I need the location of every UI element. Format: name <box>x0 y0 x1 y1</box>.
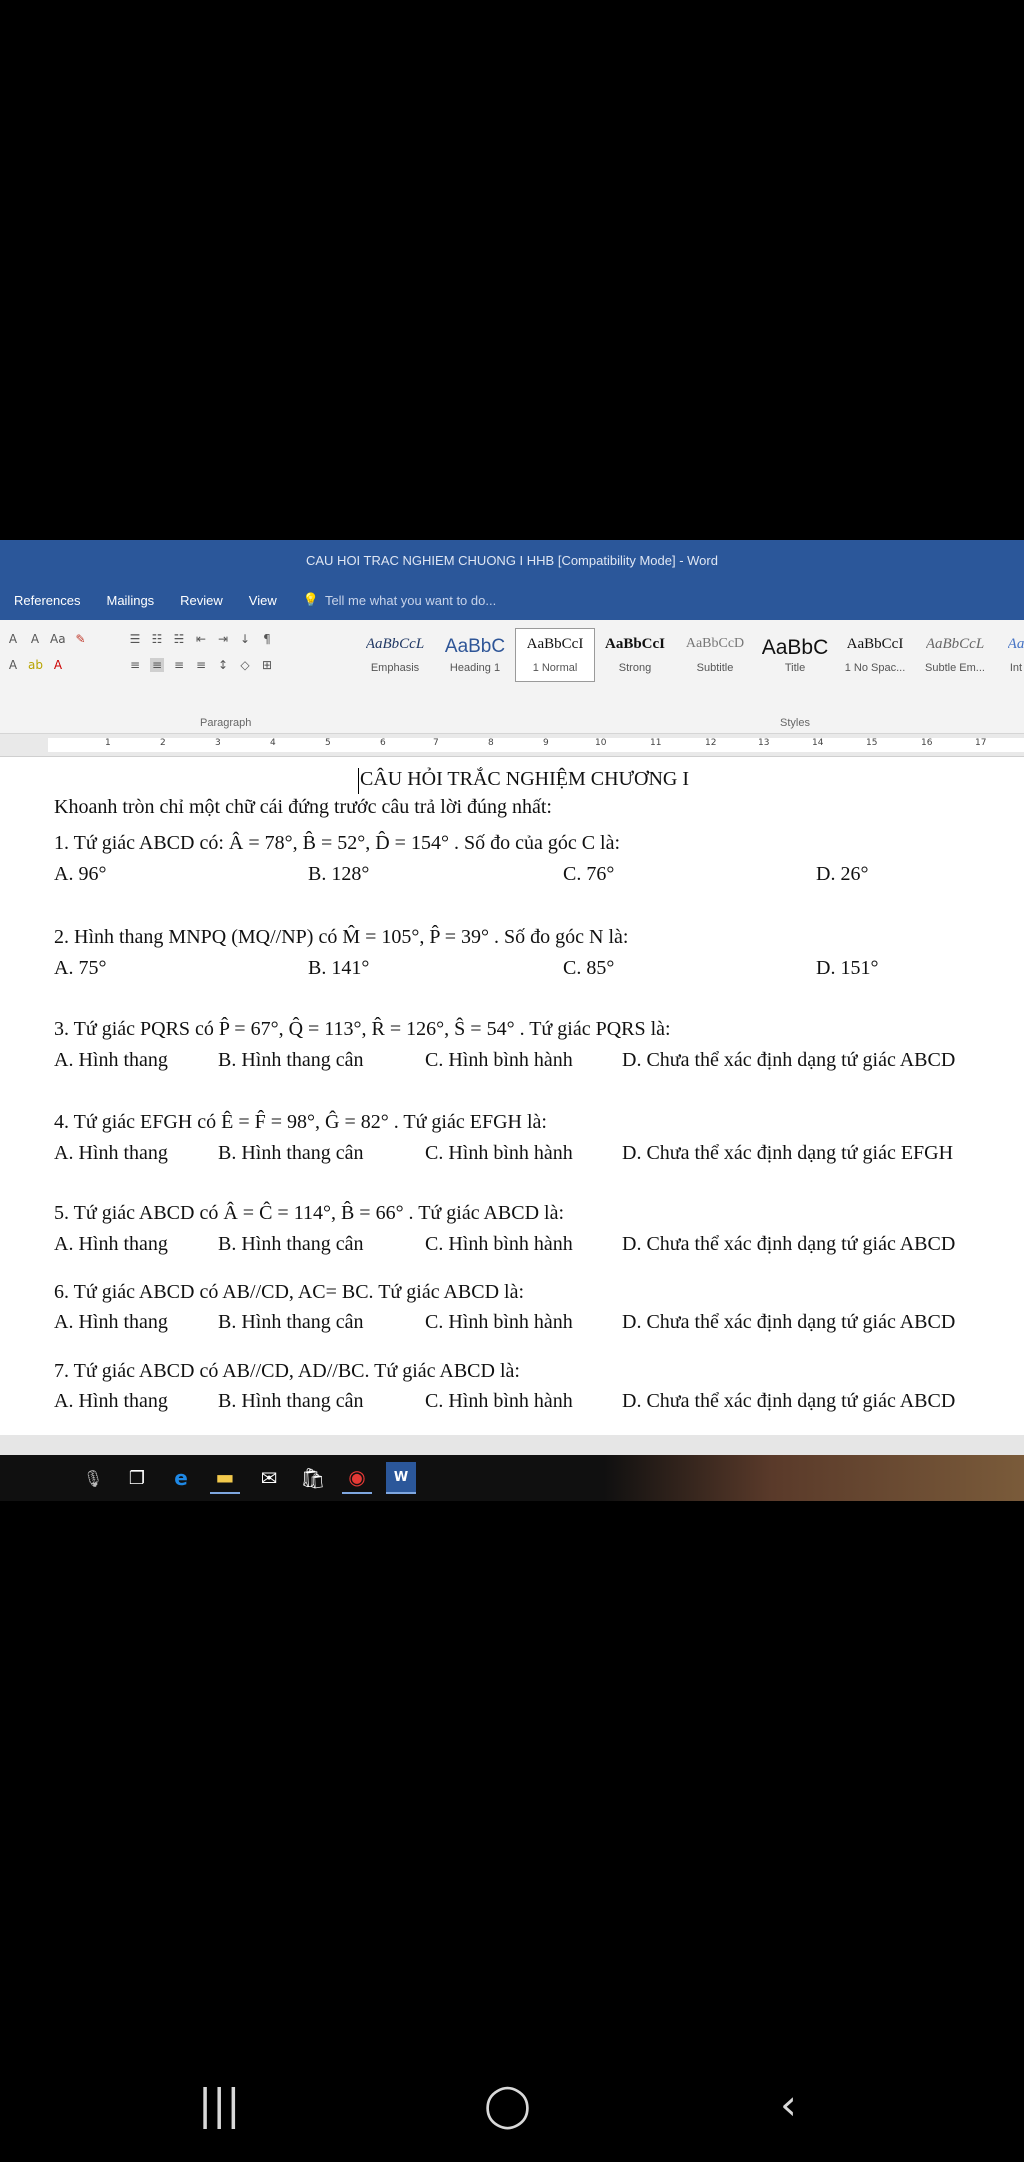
styles-gallery <box>355 628 1024 682</box>
ribbon-tabs <box>0 580 1024 620</box>
lightbulb-icon: 💡 <box>302 592 319 607</box>
justify-icon[interactable]: ≡ <box>195 658 207 672</box>
paragraph-group <box>128 626 274 678</box>
ruler-number: 8 <box>488 738 494 748</box>
paragraph-label: Paragraph <box>200 717 252 729</box>
style-preview: AaBbCcL <box>925 636 985 652</box>
style-preview: AaBbCcI <box>604 636 665 652</box>
ruler-number: 9 <box>543 738 549 748</box>
style-name: Subtle Em... <box>925 662 985 674</box>
option-c: C. Hình bình hành <box>425 1142 573 1164</box>
style-no-spacing[interactable] <box>835 628 915 682</box>
ruler-number: 6 <box>380 738 386 748</box>
text-cursor <box>358 768 359 794</box>
ruler-number: 17 <box>975 738 987 748</box>
question-6: 6. Tứ giác ABCD có AB//CD, AC= BC. Tứ giác ABCD là: <box>54 1281 525 1303</box>
style-heading-1[interactable] <box>435 628 515 682</box>
recent-apps-icon[interactable]: ||| <box>198 2080 241 2129</box>
style-subtle-emphasis[interactable] <box>915 628 995 682</box>
style-strong[interactable] <box>595 628 675 682</box>
option-c: C. Hình bình hành <box>425 1233 573 1255</box>
store-icon[interactable]: 🛍 <box>300 1466 326 1490</box>
windows-taskbar <box>0 1455 1024 1501</box>
font-group <box>6 626 88 678</box>
tab-mailings[interactable]: Mailings <box>106 592 155 608</box>
style-emphasis[interactable] <box>355 628 435 682</box>
edge-icon[interactable]: e <box>174 1466 188 1490</box>
style-name: Heading 1 <box>449 662 501 674</box>
option-a: A. Hình thang <box>54 1311 168 1333</box>
question-1: 1. Tứ giác ABCD có: Â = 78°, B̂ = 52°, D̂ = 154° . Số đo của góc C là: <box>54 832 621 854</box>
ruler-number: 11 <box>650 738 662 748</box>
line-spacing-icon[interactable]: ↕ <box>217 658 229 672</box>
option-b: B. Hình thang cân <box>218 1311 364 1333</box>
style-title[interactable] <box>755 628 835 682</box>
style-preview: AaBbC <box>761 636 829 659</box>
style-preview: AaBbC <box>444 636 506 657</box>
ruler-area <box>48 738 1024 752</box>
tell-me-box[interactable] <box>303 592 496 608</box>
style-name: Int <box>1009 662 1023 674</box>
styles-label: Styles <box>780 717 810 729</box>
style-name: Strong <box>618 662 652 674</box>
option-a: A. 75° <box>54 957 107 979</box>
chrome-icon[interactable]: ◉ <box>342 1462 372 1494</box>
pilcrow-icon[interactable]: ¶ <box>263 632 271 646</box>
ruler-number: 10 <box>595 738 607 748</box>
ruler-number: 7 <box>433 738 439 748</box>
ruler-number: 3 <box>215 738 221 748</box>
style-name: Title <box>784 662 806 674</box>
ruler-number: 13 <box>758 738 770 748</box>
mail-icon[interactable]: ✉ <box>260 1466 278 1490</box>
word-icon[interactable]: W <box>386 1462 416 1494</box>
align-center-icon[interactable]: ≡ <box>151 658 163 672</box>
style-name: Subtitle <box>696 662 734 674</box>
option-a: A. Hình thang <box>54 1390 168 1412</box>
option-d: D. Chưa thể xác định dạng tứ giác ABCD <box>622 1233 956 1255</box>
style-preview: AaBbCcI <box>846 636 904 652</box>
style-name: 1 No Spac... <box>844 662 906 674</box>
document-page[interactable] <box>0 756 1024 1446</box>
shading-icon[interactable]: ◇ <box>240 658 250 672</box>
question-3: 3. Tứ giác PQRS có P̂ = 67°, Q̂ = 113°, R̂ = 126°, Ŝ = 54° . Tứ giác PQRS là: <box>54 1018 671 1040</box>
taskbar-wallpaper-area <box>604 1455 1024 1501</box>
tell-me-text: Tell me what you want to do... <box>324 592 497 608</box>
change-case-icon[interactable]: Aa <box>50 632 66 646</box>
option-b: B. 141° <box>308 957 370 979</box>
doc-title: CÂU HỎI TRẮC NGHIỆM CHƯƠNG I <box>360 768 690 790</box>
option-a: A. Hình thang <box>54 1233 168 1255</box>
ruler-number: 5 <box>325 738 331 748</box>
ruler-number: 16 <box>921 738 933 748</box>
highlight-icon[interactable]: ab <box>28 658 43 672</box>
style-preview: AaBbCcI <box>526 636 584 652</box>
question-5: 5. Tứ giác ABCD có Â = Ĉ = 114°, B̂ = 66° . Tứ giác ABCD là: <box>54 1202 565 1224</box>
option-a: A. 96° <box>54 863 107 885</box>
back-icon[interactable]: ‹ <box>780 2080 797 2129</box>
option-d: D. Chưa thể xác định dạng tứ giác ABCD <box>622 1049 956 1071</box>
bullets-icon[interactable]: ☰ <box>129 632 141 646</box>
tab-review[interactable]: Review <box>180 592 223 608</box>
ruler <box>0 734 1024 757</box>
option-a: A. Hình thang <box>54 1049 168 1071</box>
option-b: B. Hình thang cân <box>218 1049 364 1071</box>
style-name: 1 Normal <box>532 662 578 674</box>
android-nav-bar <box>0 2060 1024 2150</box>
ruler-number: 2 <box>160 738 166 748</box>
option-c: C. Hình bình hành <box>425 1390 573 1412</box>
doc-instruction: Khoanh tròn chỉ một chữ cái đứng trước câu trả lời đúng nhất: <box>54 796 552 818</box>
tab-view[interactable]: View <box>248 592 277 608</box>
tab-references[interactable]: References <box>14 592 81 608</box>
ruler-number: 15 <box>866 738 878 748</box>
option-c: C. Hình bình hành <box>425 1311 573 1333</box>
task-view-icon[interactable]: ❐ <box>128 1467 146 1489</box>
grow-font-icon[interactable]: A <box>8 632 18 646</box>
decrease-indent-icon[interactable]: ⇤ <box>195 632 207 646</box>
question-4: 4. Tứ giác EFGH có Ê = F̂ = 98°, Ĝ = 82° . Tứ giác EFGH là: <box>54 1111 547 1133</box>
style-preview: AaBbCcL <box>365 636 425 652</box>
option-d: D. Chưa thể xác định dạng tứ giác ABCD <box>622 1390 956 1412</box>
option-a: A. Hình thang <box>54 1142 168 1164</box>
word-window <box>0 540 1024 1455</box>
numbering-icon[interactable]: ☷ <box>151 632 163 646</box>
sort-icon[interactable]: ↓ <box>239 632 251 646</box>
question-7: 7. Tứ giác ABCD có AB//CD, AD//BC. Tứ giác ABCD là: <box>54 1360 520 1382</box>
ruler-number: 12 <box>705 738 717 748</box>
borders-icon[interactable]: ⊞ <box>261 658 273 672</box>
option-d: D. Chưa thể xác định dạng tứ giác ABCD <box>622 1311 956 1333</box>
ruler-number: 4 <box>270 738 276 748</box>
option-c: C. 76° <box>563 863 615 885</box>
multilevel-icon[interactable]: ☵ <box>173 632 185 646</box>
increase-indent-icon[interactable]: ⇥ <box>217 632 229 646</box>
clear-format-icon[interactable]: ✎ <box>75 632 86 646</box>
ribbon <box>0 620 1024 734</box>
style-normal[interactable] <box>515 628 595 682</box>
status-bar <box>0 1435 1024 1455</box>
align-right-icon[interactable]: ≡ <box>173 658 185 672</box>
font-color-icon[interactable]: A <box>53 658 63 672</box>
microphone-icon[interactable]: 🎙 <box>82 1468 104 1488</box>
align-left-icon[interactable]: ≡ <box>129 658 141 672</box>
style-intense[interactable] <box>995 628 1024 682</box>
option-b: B. Hình thang cân <box>218 1390 364 1412</box>
option-d: D. Chưa thể xác định dạng tứ giác EFGH <box>622 1142 954 1164</box>
ruler-number: 1 <box>105 738 111 748</box>
option-d: D. 151° <box>816 957 879 979</box>
window-title: CAU HOI TRAC NGHIEM CHUONG I HHB [Compatibility Mode] - Word <box>306 552 718 568</box>
option-c: C. Hình bình hành <box>425 1049 573 1071</box>
title-bar <box>0 540 1024 580</box>
style-subtitle[interactable] <box>675 628 755 682</box>
file-explorer-icon[interactable]: ▬ <box>210 1462 240 1494</box>
option-b: B. Hình thang cân <box>218 1142 364 1164</box>
option-b: B. 128° <box>308 863 370 885</box>
shrink-font-icon[interactable]: A <box>30 632 40 646</box>
option-d: D. 26° <box>816 863 869 885</box>
option-b: B. Hình thang cân <box>218 1233 364 1255</box>
home-icon[interactable]: ◯ <box>484 2080 532 2129</box>
option-c: C. 85° <box>563 957 615 979</box>
ruler-number: 14 <box>812 738 824 748</box>
style-preview: Aa <box>1007 636 1024 652</box>
text-effects-icon[interactable]: A <box>8 658 18 672</box>
style-name: Emphasis <box>370 662 420 674</box>
question-2: 2. Hình thang MNPQ (MQ//NP) có M̂ = 105°, P̂ = 39° . Số đo góc N là: <box>54 926 629 948</box>
style-preview: AaBbCcD <box>685 636 745 651</box>
